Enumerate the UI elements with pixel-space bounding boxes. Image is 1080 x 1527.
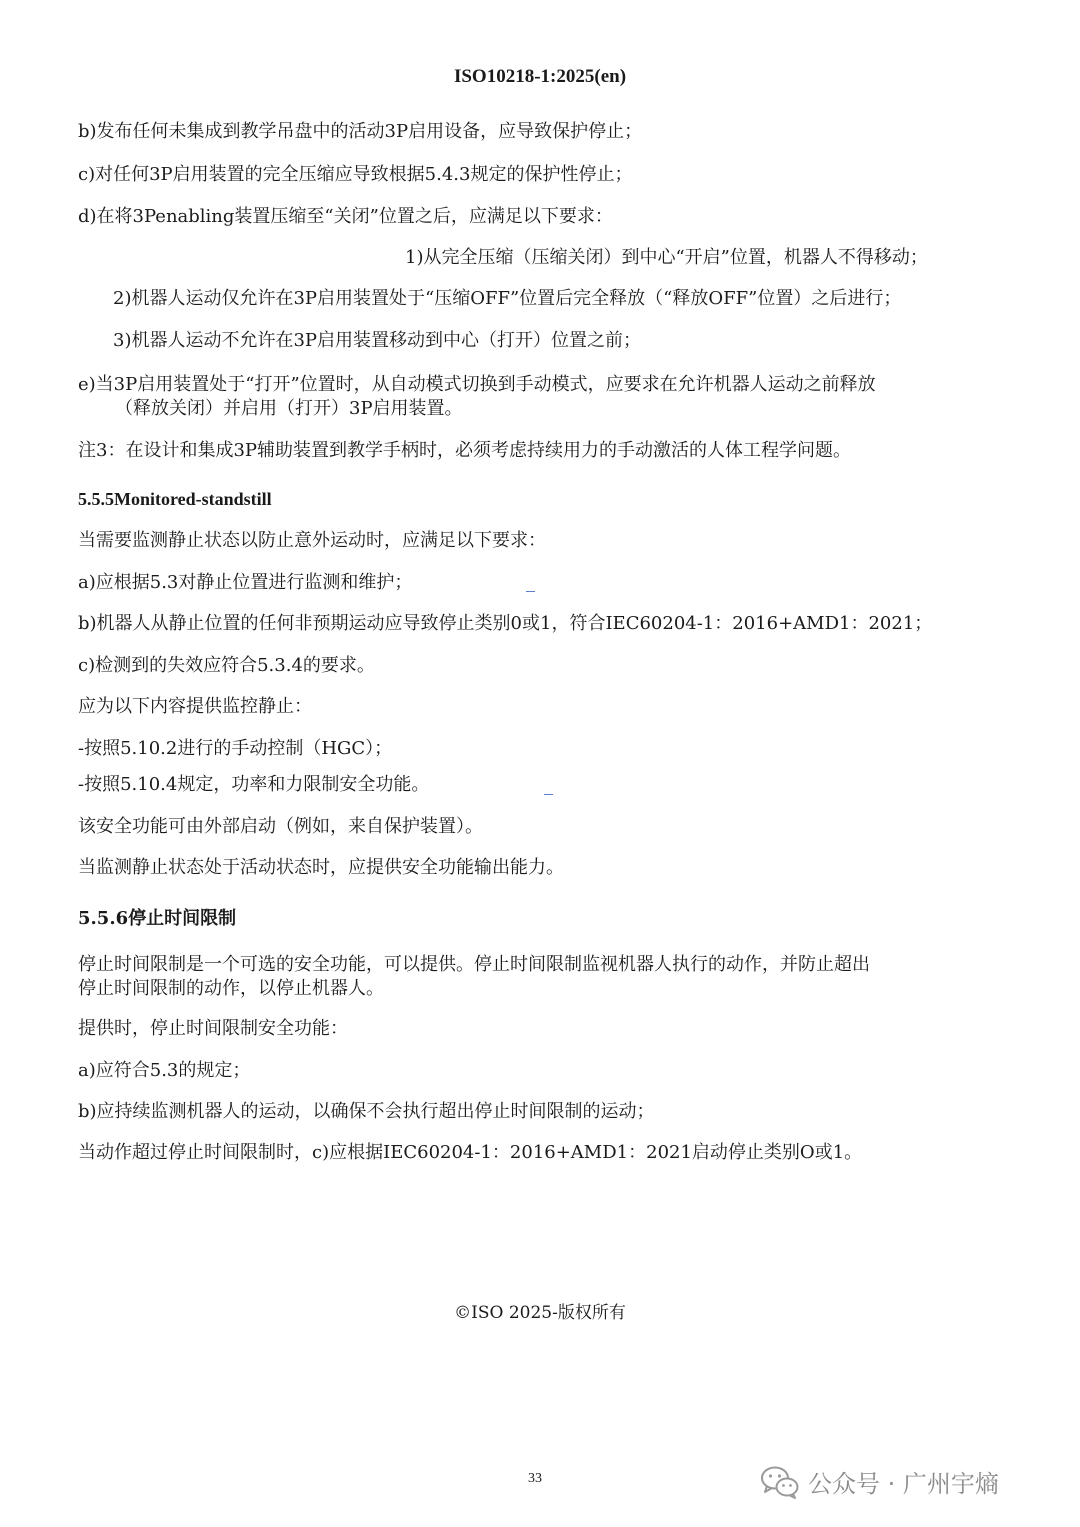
page-number: 33 (528, 1471, 542, 1486)
item-d2: 2)机器人运动仅允许在3P启用装置处于“压缩OFF”位置后完全释放（“释放OFF”位置）之后进行； (113, 288, 902, 309)
edit-mark (544, 794, 553, 795)
footer-copyright: ©ISO 2025-版权所有 (454, 1303, 626, 1323)
edit-mark (526, 591, 535, 592)
note-3: 注3：在设计和集成3P辅助装置到教学手柄时，必须考虑持续用力的手动激活的人体工程学问题。 (78, 440, 852, 461)
watermark-text: 公众号 · 广州宇熵 (808, 1470, 999, 1498)
s556-para-line-2: 停止时间限制的动作，以停止机器人。 (78, 978, 384, 999)
item-d3: 3)机器人运动不允许在3P启用装置移动到中心（打开）位置之前； (113, 330, 642, 351)
section-5-5-5-heading: 5.5.5Monitored-standstill (78, 489, 272, 509)
document-header-title: ISO10218-1:2025(en) (453, 66, 627, 87)
item-b-release-device: b)发布任何未集成到教学吊盘中的活动3P启用设备，应导致保护停止； (78, 121, 643, 142)
s556-item-a: a)应符合5.3的规定； (78, 1060, 251, 1081)
item-e-line-2: （释放关闭）并启用（打开）3P启用装置。 (115, 398, 463, 419)
s555-provide: 应为以下内容提供监控静止： (78, 696, 312, 717)
s556-item-c: 当动作超过停止时间限制时，c)应根据IEC60204-1：2016+AMD1：2021启动停止类别O或1。 (78, 1142, 863, 1163)
s555-item-c: c)检测到的失效应符合5.3.4的要求。 (78, 655, 375, 676)
wechat-icon (760, 1465, 800, 1499)
s556-para-line-1: 停止时间限制是一个可选的安全功能，可以提供。停止时间限制监视机器人执行的动作，并防止超出 (78, 954, 870, 975)
item-c-full-compression: c)对任何3P启用装置的完全压缩应导致根据5.4.3规定的保护性停止； (78, 164, 633, 185)
s556-provided: 提供时，停止时间限制安全功能： (78, 1018, 348, 1039)
watermark (760, 1464, 999, 1499)
item-d1: 1)从完全压缩（压缩关闭）到中心“开启”位置，机器人不得移动； (405, 247, 928, 268)
s555-dash-1: -按照5.10.2进行的手动控制（HGC）； (78, 738, 393, 759)
section-5-5-6-heading: 5.5.6停止时间限制 (78, 908, 237, 929)
s555-dash-2: -按照5.10.4规定，功率和力限制安全功能。 (78, 774, 430, 795)
item-d-requirements: d)在将3Penabling装置压缩至“关闭”位置之后，应满足以下要求： (78, 206, 613, 227)
s555-intro: 当需要监测静止状态以防止意外运动时，应满足以下要求： (78, 530, 546, 551)
s555-item-b: b)机器人从静止位置的任何非预期运动应导致停止类别0或1，符合IEC60204-1：2016+AMD1：2021； (78, 613, 933, 634)
s555-external: 该安全功能可由外部启动（例如，来自保护装置）。 (78, 816, 483, 837)
s555-output: 当监测静止状态处于活动状态时，应提供安全功能输出能力。 (78, 857, 564, 878)
s556-item-b: b)应持续监测机器人的运动，以确保不会执行超出停止时间限制的运动； (78, 1101, 655, 1122)
s555-item-a: a)应根据5.3对静止位置进行监测和维护； (78, 572, 413, 593)
item-e-line-1: e)当3P启用装置处于“打开”位置时，从自动模式切换到手动模式，应要求在允许机器人运动之前释放 (78, 374, 876, 395)
